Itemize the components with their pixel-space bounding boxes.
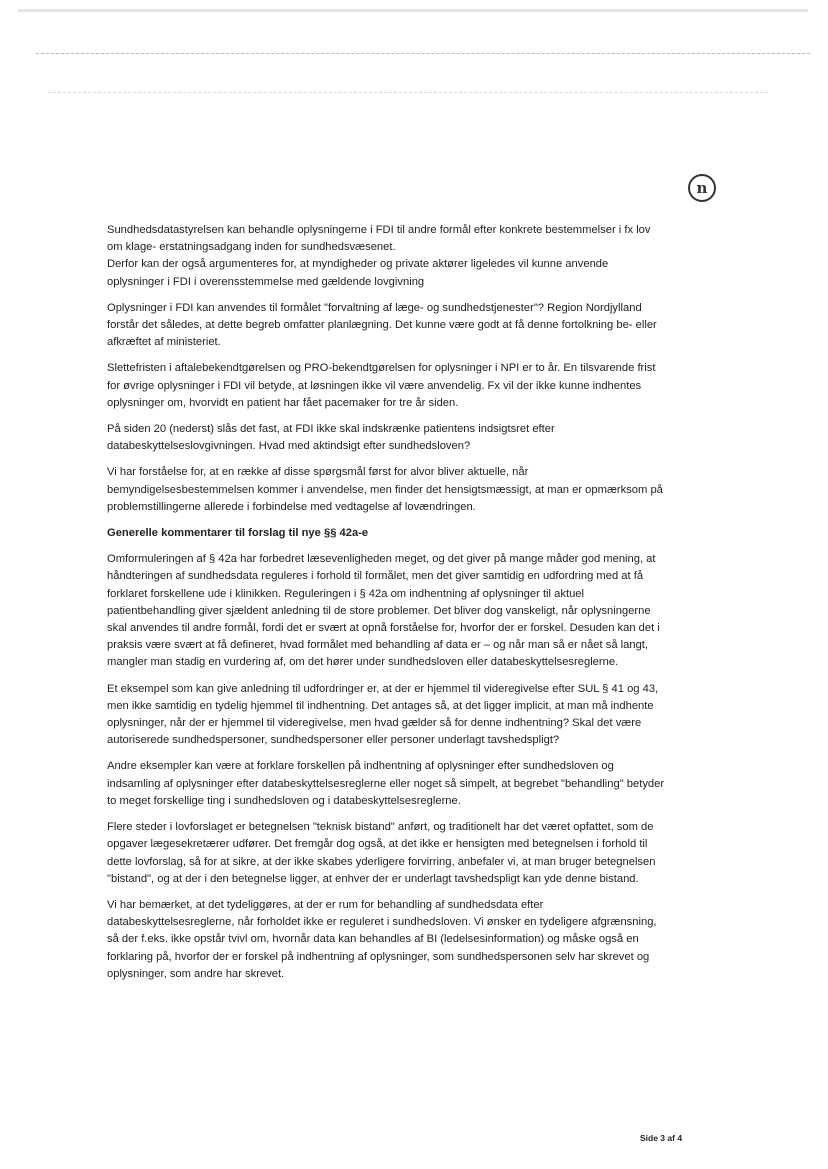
paragraph-11: Vi har bemærket, at det tydeliggøres, at der er rum for behandling af sundhedsdata efter databeskyttelsesreglerne, når forholdet ikke er reguleret i sundhedsloven. Vi ønsker en tydeligere afgrænsning, så der f.eks. ikke opstår tvivl om, hvornår data kan behandles af BI (ledelsesinformation) og måske også en forklaring på, hvorfor der er forskel på indhentning af oplysninger, som sundhedspersonen selv har skrevet og oplysninger, som andre har skrevet. — [107, 898, 657, 980]
paragraph-6: Vi har forståelse for, at en række af disse spørgsmål først for alvor bliver aktuelle, når bemyndigelsesbestemmelsen kommer i anvendelse, men finder det hensigtsmæssigt, at man er opmærksom på problemstillingerne allerede i forbindelse med vedtagelse af lovændringen. — [107, 466, 663, 513]
paragraph-3: Oplysninger i FDI kan anvendes til formålet "forvaltning af læge- og sundhedstjenester"? Region Nordjylland forstår det således, at dette begreb omfatter planlægning. Det kunne være godt at få denne fortolkning be- eller afkræftet af ministeriet. — [107, 301, 657, 349]
paragraph-7: Omformuleringen af § 42a har forbedret læsevenligheden meget, og det giver på mange måder god mening, at håndteringen af sundhedsdata reguleres i forhold til formålet, men det giver samtidig en udfordring med at få forklaret forskellene ude i klinikken. Reguleringen i § 42a om indhentning af oplysninger til aktuel patientbehandling giver sjældent anledning til de store problemer. Det bliver dog vanskeligt, når oplysningerne skal anvendes til andre formål, fordi det er svært at opnå forståelse for, hvorfor der er forskel. Desuden kan det i praksis være svært at få defineret, hvad formålet med behandling af data er – og når man så er nået så langt, mangler man stadig en vurdering af, om det hører under sundhedsloven eller databeskyttelsesreglerne. — [107, 553, 660, 669]
logo-letter: n — [696, 179, 708, 197]
paragraph-1: Sundhedsdatastyrelsen kan behandle oplysningerne i FDI til andre formål efter konkrete bestemmelser i fx lov om klage- erstatningsadgang inden for sundhedsvæsenet. — [107, 224, 651, 254]
document-body — [107, 222, 667, 992]
paragraph-2: Derfor kan der også argumenteres for, at myndigheder og private aktører ligeledes vil kunne anvende oplysninger i FDI i overensstemmelse med gældende lovgivning — [107, 258, 609, 288]
region-logo-icon — [688, 174, 716, 202]
paragraph-5: På siden 20 (nederst) slås det fast, at FDI ikke skal indskrænke patientens indsigtsret efter databeskyttelseslovgivningen. Hvad med aktindsigt efter sundhedsloven? — [107, 423, 555, 453]
section-heading: Generelle kommentarer til forslag til nye §§ 42a-e — [107, 527, 369, 540]
scan-edge — [18, 9, 808, 12]
letterhead-rule — [36, 53, 810, 54]
letterhead-rule-faint — [48, 92, 768, 93]
paragraph-4: Slettefristen i aftalebekendtgørelsen og PRO-bekendtgørelsen for oplysninger i NPI er to år. En tilsvarende frist for øvrige oplysninger i FDI vil betyde, at løsningen ikke vil være anvendelig. Fx vil der ikke kunne indhentes oplysninger om, hvorvidt en patient har fået pacemaker for tre år siden. — [107, 362, 656, 409]
paragraph-9: Andre eksempler kan være at forklare forskellen på indhentning af oplysninger efter sundhedsloven og indsamling af oplysninger efter databeskyttelsesreglerne eller noget så simpelt, at begrebet "behandling" betyder to meget forskellige ting i sundhedsloven og i databeskyttelsesreglerne. — [107, 760, 665, 807]
page-number: Side 3 af 4 — [640, 1133, 683, 1143]
paragraph-10: Flere steder i lovforslaget er betegnelsen "teknisk bistand" anført, og traditionelt har det været opfattet, som de opgaver lægesekretærer udfører. Det fremgår dog også, at det ikke er hensigten med betegnelsen i forhold til dette lovforslag, så for at sikre, at der ikke skabes yderligere forvirring, anbefaler vi, at man bruger betegnelsen "bistand", og at der i den betegnelse ligger, at enhver der er underlagt tavshedspligt kan yde denne bistand. — [107, 821, 656, 885]
paragraph-8: Et eksempel som kan give anledning til udfordringer er, at der er hjemmel til videregivelse efter SUL § 41 og 43, men ikke samtidig en tydelig hjemmel til indhentning. Det antages så, at det ligger implicit, at man må indhente oplysninger, når der er hjemmel til videregivelse, men hvad gælder så for denne indhentning? Skal det være autoriserede sundhedspersoner, sundhedspersoner eller personer underlagt tavshedspligt? — [107, 682, 659, 747]
